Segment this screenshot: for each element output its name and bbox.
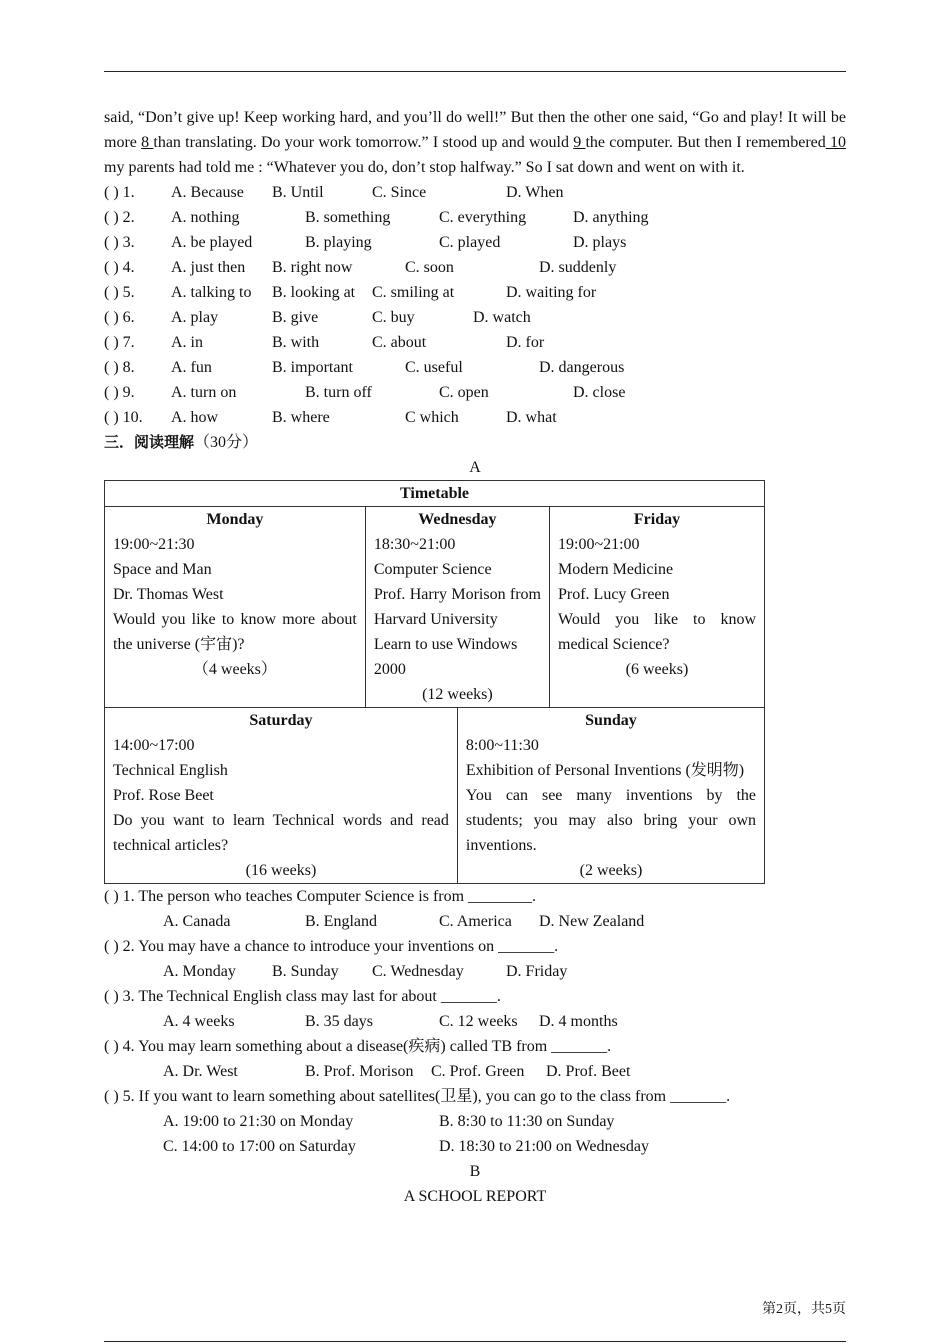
timetable (104, 480, 765, 884)
day-label: Wednesday (418, 511, 497, 528)
question-row: ( ) 4. A. just then B. right now C. soon D. suddenly (104, 259, 617, 276)
day-label: Monday (206, 511, 264, 528)
question-row: ( ) 6. A. play B. give C. buy D. watch (104, 309, 531, 326)
part-b-label: B (469, 1163, 481, 1180)
question-row: ( ) 2. A. nothing B. something C. everything D. anything (104, 209, 649, 226)
sunday-cell: Sunday 8:00~11:30 Exhibition of Personal Inventions (发明物) You can see many inventions by the students; you may also bring your own inventions. (2 weeks) (457, 708, 764, 884)
question-row: ( ) 7. A. in B. with C. about D. for (104, 334, 545, 351)
reading-options: A. Canada B. England C. America D. New Zealand (163, 913, 645, 930)
question-row: ( ) 8. A. fun B. important C. useful D. dangerous (104, 359, 625, 376)
question-row: ( ) 9. A. turn on B. turn off C. open D. close (104, 384, 626, 401)
reading-options: A. Monday B. Sunday C. Wednesday D. Friday (163, 963, 568, 980)
blank-10: 10 (825, 134, 847, 151)
reading-options: A. 19:00 to 21:30 on Monday B. 8:30 to 11:30 on Sunday (163, 1113, 615, 1130)
day-label: Friday (633, 511, 681, 528)
reading-options: A. 4 weeks B. 35 days C. 12 weeks D. 4 months (163, 1013, 618, 1030)
reading-questions (104, 884, 846, 1159)
reading-question: ( ) 4. You may learn something about a disease(疾病) called TB from _______. (104, 1038, 612, 1055)
footer-rule (104, 1341, 846, 1342)
question-row: ( ) 10. A. how B. where C which D. what (104, 409, 557, 426)
day-label: Saturday (249, 712, 313, 729)
page-number: 第2页，共5页 (762, 1302, 846, 1317)
reading-options: C. 14:00 to 17:00 on Saturday D. 18:30 to 21:00 on Wednesday (163, 1138, 649, 1155)
question-row: ( ) 5. A. talking to B. looking at C. smiling at D. waiting for (104, 284, 597, 301)
part-b-title: A SCHOOL REPORT (403, 1188, 547, 1205)
friday-cell: Friday 19:00~21:00 Modern Medicine Prof. Lucy Green Would you like to know medical Science? (6 weeks) (550, 507, 765, 708)
question-row: ( ) 3. A. be played B. playing C. played D. plays (104, 234, 627, 251)
reading-question: ( ) 5. If you want to learn something about satellites(卫星), you can go to the class from _______. (104, 1088, 731, 1105)
blank-8: 8 (141, 134, 154, 151)
timetable-title: Timetable (105, 481, 765, 507)
part-a-label: A (469, 459, 481, 476)
section-heading: 三．阅读理解（30分） (104, 433, 259, 451)
blank-9: 9 (573, 134, 586, 151)
wednesday-cell: Wednesday 18:30~21:00 Computer Science Prof. Harry Morison from Harvard University Learn to use Windows 2000 (12 weeks) (365, 507, 549, 708)
day-label: Sunday (585, 712, 637, 729)
monday-cell: Monday 19:00~21:30 Space and Man Dr. Thomas West Would you like to know more about the universe (宇宙)? （4 weeks） (105, 507, 366, 708)
reading-question: ( ) 1. The person who teaches Computer Science is from ________. (104, 888, 537, 905)
question-row: ( ) 1. A. Because B. Until C. Since D. When (104, 184, 564, 201)
page-content (104, 105, 846, 1209)
cloze-questions (104, 180, 846, 430)
cloze-passage: said, “Don’t give up! Keep working hard, and you’ll do well!” But then the other one said, “Go and play! It will be more 8 than translating. Do your work tomorrow.” I stood up and would 9 the computer. But then I remembered 10 my parents had told me : “Whatever you do, don’t stop halfway.” So I sat down and went on with it. (104, 109, 847, 176)
saturday-cell: Saturday 14:00~17:00 Technical English Prof. Rose Beet Do you want to learn Technical words and read technical articles? (16 weeks) (105, 708, 458, 884)
header-rule (104, 71, 846, 72)
reading-question: ( ) 3. The Technical English class may last for about _______. (104, 988, 501, 1005)
reading-options: A. Dr. West B. Prof. Morison C. Prof. Green D. Prof. Beet (163, 1063, 631, 1080)
reading-question: ( ) 2. You may have a chance to introduce your inventions on _______. (104, 938, 559, 955)
